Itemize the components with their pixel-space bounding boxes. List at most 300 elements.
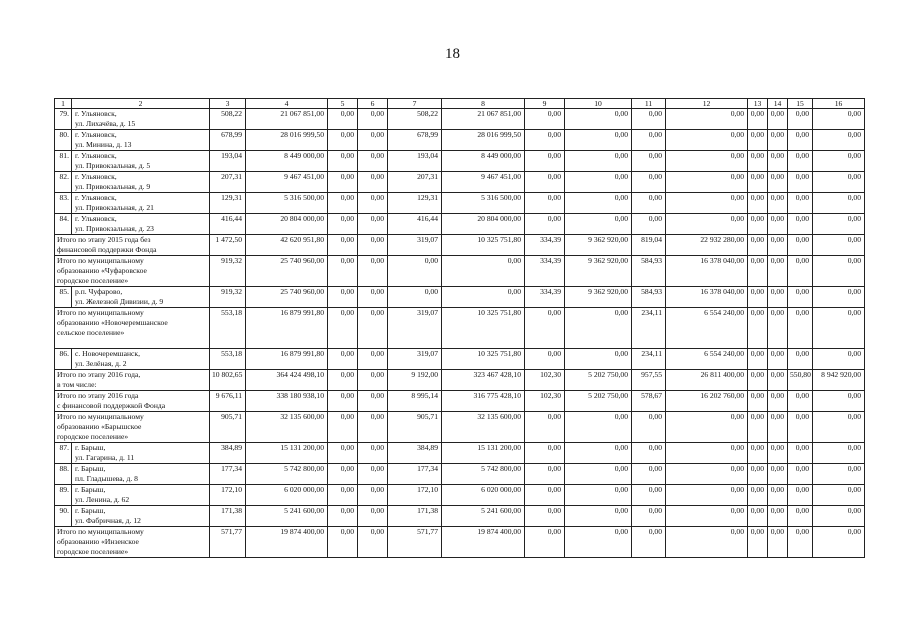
value-cell: 416,44 <box>388 214 442 235</box>
value-cell: 0,00 <box>565 151 632 172</box>
table-row <box>55 172 865 193</box>
column-number-cell: 5 <box>328 99 358 109</box>
row-number: 85. <box>55 287 72 308</box>
column-number-cell: 11 <box>632 99 666 109</box>
value-cell: 0,00 <box>388 256 442 287</box>
value-cell: 0,00 <box>813 527 865 558</box>
value-cell: 0,00 <box>748 256 768 287</box>
column-number-cell: 12 <box>666 99 748 109</box>
value-cell: 0,00 <box>748 151 768 172</box>
value-cell: 384,89 <box>388 443 442 464</box>
value-cell: 0,00 <box>768 287 788 308</box>
value-cell: 0,00 <box>632 109 666 130</box>
value-cell: 0,00 <box>813 506 865 527</box>
value-cell: 0,00 <box>328 485 358 506</box>
address-cell: г. Ульяновск, ул. Лихачёва, д. 15 <box>72 109 210 130</box>
value-cell: 0,00 <box>358 193 388 214</box>
value-cell: 0,00 <box>768 485 788 506</box>
value-cell: 5 241 600,00 <box>246 506 328 527</box>
value-cell: 0,00 <box>328 349 358 370</box>
value-cell: 129,31 <box>210 193 246 214</box>
column-number-cell: 14 <box>768 99 788 109</box>
value-cell: 0,00 <box>358 308 388 349</box>
value-cell: 10 802,65 <box>210 370 246 391</box>
value-cell: 207,31 <box>210 172 246 193</box>
value-cell: 0,00 <box>525 506 565 527</box>
value-cell: 0,00 <box>565 485 632 506</box>
value-cell: 9 192,00 <box>388 370 442 391</box>
value-cell: 0,00 <box>788 214 813 235</box>
value-cell: 0,00 <box>358 287 388 308</box>
value-cell: 0,00 <box>813 235 865 256</box>
address-cell: г. Барыш, пл. Гладышева, д. 8 <box>72 464 210 485</box>
column-number-cell: 16 <box>813 99 865 109</box>
value-cell: 0,00 <box>666 172 748 193</box>
value-cell: 16 879 991,80 <box>246 308 328 349</box>
value-cell: 0,00 <box>666 151 748 172</box>
row-number: 90. <box>55 506 72 527</box>
row-number: 81. <box>55 151 72 172</box>
value-cell: 0,00 <box>788 308 813 349</box>
subtotal-row <box>55 527 865 558</box>
value-cell: 571,77 <box>210 527 246 558</box>
value-cell: 905,71 <box>388 412 442 443</box>
value-cell: 0,00 <box>666 130 748 151</box>
value-cell: 0,00 <box>813 109 865 130</box>
value-cell: 338 180 938,10 <box>246 391 328 412</box>
value-cell: 0,00 <box>565 172 632 193</box>
value-cell: 234,11 <box>632 308 666 349</box>
value-cell: 0,00 <box>748 443 768 464</box>
column-number-cell: 8 <box>442 99 525 109</box>
value-cell: 10 325 751,80 <box>442 235 525 256</box>
value-cell: 8 942 920,00 <box>813 370 865 391</box>
row-number: 86. <box>55 349 72 370</box>
subtotal-label: Итого по этапу 2015 года без финансовой поддержки Фонда <box>55 235 210 256</box>
value-cell: 0,00 <box>525 151 565 172</box>
value-cell: 0,00 <box>632 412 666 443</box>
value-cell: 0,00 <box>788 256 813 287</box>
subtotal-row <box>55 308 865 349</box>
value-cell: 0,00 <box>525 109 565 130</box>
value-cell: 25 740 960,00 <box>246 256 328 287</box>
value-cell: 234,11 <box>632 349 666 370</box>
value-cell: 102,30 <box>525 391 565 412</box>
value-cell: 0,00 <box>525 130 565 151</box>
value-cell: 0,00 <box>328 287 358 308</box>
value-cell: 0,00 <box>788 130 813 151</box>
value-cell: 10 325 751,80 <box>442 308 525 349</box>
value-cell: 0,00 <box>565 349 632 370</box>
value-cell: 9 362 920,00 <box>565 256 632 287</box>
value-cell: 207,31 <box>388 172 442 193</box>
value-cell: 6 554 240,00 <box>666 308 748 349</box>
value-cell: 334,39 <box>525 235 565 256</box>
value-cell: 0,00 <box>768 109 788 130</box>
row-number: 89. <box>55 485 72 506</box>
value-cell: 0,00 <box>768 172 788 193</box>
value-cell: 678,99 <box>210 130 246 151</box>
value-cell: 0,00 <box>565 443 632 464</box>
value-cell: 553,18 <box>210 308 246 349</box>
value-cell: 8 449 000,00 <box>246 151 328 172</box>
value-cell: 129,31 <box>388 193 442 214</box>
value-cell: 8 449 000,00 <box>442 151 525 172</box>
value-cell: 0,00 <box>632 527 666 558</box>
value-cell: 0,00 <box>666 193 748 214</box>
value-cell: 0,00 <box>813 214 865 235</box>
value-cell: 0,00 <box>632 506 666 527</box>
value-cell: 0,00 <box>666 443 748 464</box>
address-cell: г. Ульяновск, ул. Привокзальная, д. 5 <box>72 151 210 172</box>
value-cell: 0,00 <box>813 464 865 485</box>
address-cell: р.п. Чуфарово, ул. Железной Дивизии, д. 9 <box>72 287 210 308</box>
value-cell: 0,00 <box>748 130 768 151</box>
table-row <box>55 443 865 464</box>
value-cell: 0,00 <box>525 172 565 193</box>
value-cell: 0,00 <box>358 172 388 193</box>
column-number-cell: 13 <box>748 99 768 109</box>
value-cell: 21 067 851,00 <box>246 109 328 130</box>
value-cell: 177,34 <box>388 464 442 485</box>
value-cell: 0,00 <box>328 214 358 235</box>
value-cell: 905,71 <box>210 412 246 443</box>
value-cell: 919,32 <box>210 256 246 287</box>
value-cell: 193,04 <box>210 151 246 172</box>
value-cell: 0,00 <box>788 464 813 485</box>
value-cell: 384,89 <box>210 443 246 464</box>
value-cell: 20 804 000,00 <box>442 214 525 235</box>
value-cell: 25 740 960,00 <box>246 287 328 308</box>
value-cell: 16 879 991,80 <box>246 349 328 370</box>
value-cell: 0,00 <box>328 527 358 558</box>
value-cell: 28 016 999,50 <box>442 130 525 151</box>
column-number-cell: 2 <box>72 99 210 109</box>
value-cell: 316 775 428,10 <box>442 391 525 412</box>
value-cell: 0,00 <box>813 287 865 308</box>
value-cell: 16 378 040,00 <box>666 256 748 287</box>
value-cell: 0,00 <box>525 527 565 558</box>
value-cell: 0,00 <box>358 349 388 370</box>
value-cell: 20 804 000,00 <box>246 214 328 235</box>
value-cell: 28 016 999,50 <box>246 130 328 151</box>
value-cell: 0,00 <box>788 527 813 558</box>
value-cell: 0,00 <box>358 443 388 464</box>
value-cell: 0,00 <box>358 214 388 235</box>
value-cell: 0,00 <box>768 391 788 412</box>
value-cell: 9 676,11 <box>210 391 246 412</box>
value-cell: 0,00 <box>813 308 865 349</box>
value-cell: 0,00 <box>813 412 865 443</box>
value-cell: 0,00 <box>565 214 632 235</box>
value-cell: 16 202 760,00 <box>666 391 748 412</box>
subtotal-label: Итого по муниципальному образованию «Новочеремшанское сельское поселение» <box>55 308 210 349</box>
value-cell: 919,32 <box>210 287 246 308</box>
value-cell: 0,00 <box>788 506 813 527</box>
value-cell: 0,00 <box>788 287 813 308</box>
subtotal-label: Итого по муниципальному образованию «Барышское городское поселение» <box>55 412 210 443</box>
column-number-cell: 3 <box>210 99 246 109</box>
subtotal-label: Итого по этапу 2016 года с финансовой поддержкой Фонда <box>55 391 210 412</box>
value-cell: 32 135 600,00 <box>246 412 328 443</box>
value-cell: 0,00 <box>748 109 768 130</box>
page-number: 18 <box>445 46 460 62</box>
table-row <box>55 214 865 235</box>
value-cell: 0,00 <box>813 256 865 287</box>
value-cell: 0,00 <box>788 412 813 443</box>
subtotal-row <box>55 235 865 256</box>
value-cell: 0,00 <box>788 235 813 256</box>
value-cell: 0,00 <box>768 151 788 172</box>
value-cell: 6 020 000,00 <box>246 485 328 506</box>
address-cell: г. Ульяновск, ул. Привокзальная, д. 23 <box>72 214 210 235</box>
value-cell: 508,22 <box>210 109 246 130</box>
value-cell: 364 424 498,10 <box>246 370 328 391</box>
row-number: 88. <box>55 464 72 485</box>
value-cell: 0,00 <box>748 370 768 391</box>
value-cell: 0,00 <box>442 256 525 287</box>
value-cell: 5 316 500,00 <box>442 193 525 214</box>
value-cell: 0,00 <box>748 464 768 485</box>
column-number-cell: 9 <box>525 99 565 109</box>
value-cell: 10 325 751,80 <box>442 349 525 370</box>
value-cell: 0,00 <box>632 485 666 506</box>
column-number-cell: 6 <box>358 99 388 109</box>
table-row <box>55 349 865 370</box>
value-cell: 171,38 <box>388 506 442 527</box>
address-cell: г. Ульяновск, ул. Минина, д. 13 <box>72 130 210 151</box>
value-cell: 0,00 <box>328 443 358 464</box>
value-cell: 319,07 <box>388 235 442 256</box>
value-cell: 0,00 <box>632 172 666 193</box>
value-cell: 0,00 <box>748 527 768 558</box>
value-cell: 5 241 600,00 <box>442 506 525 527</box>
value-cell: 0,00 <box>748 214 768 235</box>
value-cell: 0,00 <box>525 349 565 370</box>
value-cell: 0,00 <box>328 151 358 172</box>
row-number: 83. <box>55 193 72 214</box>
value-cell: 0,00 <box>666 527 748 558</box>
value-cell: 26 811 400,00 <box>666 370 748 391</box>
address-cell: г. Барыш, ул. Ленина, д. 62 <box>72 485 210 506</box>
value-cell: 323 467 428,10 <box>442 370 525 391</box>
value-cell: 0,00 <box>328 391 358 412</box>
value-cell: 0,00 <box>328 464 358 485</box>
value-cell: 553,18 <box>210 349 246 370</box>
value-cell: 0,00 <box>788 485 813 506</box>
address-cell: г. Ульяновск, ул. Привокзальная, д. 21 <box>72 193 210 214</box>
value-cell: 0,00 <box>788 151 813 172</box>
row-number: 87. <box>55 443 72 464</box>
subtotal-label: Итого по муниципальному образованию «Инзенское городское поселение» <box>55 527 210 558</box>
value-cell: 334,39 <box>525 287 565 308</box>
row-number: 80. <box>55 130 72 151</box>
value-cell: 0,00 <box>525 485 565 506</box>
value-cell: 19 874 400,00 <box>442 527 525 558</box>
value-cell: 9 362 920,00 <box>565 287 632 308</box>
value-cell: 0,00 <box>666 485 748 506</box>
value-cell: 5 202 750,00 <box>565 391 632 412</box>
value-cell: 0,00 <box>748 412 768 443</box>
value-cell: 9 362 920,00 <box>565 235 632 256</box>
value-cell: 0,00 <box>525 214 565 235</box>
value-cell: 0,00 <box>788 443 813 464</box>
column-number-cell: 15 <box>788 99 813 109</box>
value-cell: 0,00 <box>748 506 768 527</box>
value-cell: 0,00 <box>358 485 388 506</box>
value-cell: 0,00 <box>768 370 788 391</box>
subtotal-row <box>55 391 865 412</box>
value-cell: 0,00 <box>768 464 788 485</box>
value-cell: 5 202 750,00 <box>565 370 632 391</box>
value-cell: 8 995,14 <box>388 391 442 412</box>
value-cell: 0,00 <box>768 130 788 151</box>
address-cell: г. Ульяновск, ул. Привокзальная, д. 9 <box>72 172 210 193</box>
value-cell: 584,93 <box>632 256 666 287</box>
value-cell: 957,55 <box>632 370 666 391</box>
value-cell: 0,00 <box>666 506 748 527</box>
value-cell: 0,00 <box>525 464 565 485</box>
value-cell: 678,99 <box>388 130 442 151</box>
value-cell: 5 316 500,00 <box>246 193 328 214</box>
value-cell: 15 131 200,00 <box>246 443 328 464</box>
value-cell: 0,00 <box>328 193 358 214</box>
value-cell: 0,00 <box>565 109 632 130</box>
value-cell: 0,00 <box>748 349 768 370</box>
column-number-cell: 4 <box>246 99 328 109</box>
value-cell: 0,00 <box>565 527 632 558</box>
value-cell: 0,00 <box>748 485 768 506</box>
value-cell: 0,00 <box>788 172 813 193</box>
value-cell: 0,00 <box>565 193 632 214</box>
value-cell: 0,00 <box>768 349 788 370</box>
subtotal-label: Итого по муниципальному образованию «Чуфаровское городское поселение» <box>55 256 210 287</box>
value-cell: 0,00 <box>328 235 358 256</box>
value-cell: 1 472,50 <box>210 235 246 256</box>
value-cell: 171,38 <box>210 506 246 527</box>
value-cell: 0,00 <box>768 256 788 287</box>
column-number-cell: 1 <box>55 99 72 109</box>
subtotal-row <box>55 412 865 443</box>
value-cell: 0,00 <box>328 256 358 287</box>
value-cell: 0,00 <box>748 287 768 308</box>
value-cell: 0,00 <box>565 130 632 151</box>
value-cell: 508,22 <box>388 109 442 130</box>
value-cell: 0,00 <box>358 235 388 256</box>
value-cell: 0,00 <box>632 443 666 464</box>
value-cell: 0,00 <box>768 214 788 235</box>
value-cell: 0,00 <box>813 349 865 370</box>
value-cell: 0,00 <box>768 193 788 214</box>
value-cell: 0,00 <box>328 109 358 130</box>
value-cell: 0,00 <box>666 109 748 130</box>
value-cell: 0,00 <box>813 193 865 214</box>
value-cell: 42 620 951,80 <box>246 235 328 256</box>
value-cell: 5 742 800,00 <box>246 464 328 485</box>
value-cell: 0,00 <box>565 308 632 349</box>
data-table <box>54 98 865 558</box>
value-cell: 0,00 <box>632 193 666 214</box>
value-cell: 16 378 040,00 <box>666 287 748 308</box>
value-cell: 193,04 <box>388 151 442 172</box>
row-number: 82. <box>55 172 72 193</box>
value-cell: 0,00 <box>768 412 788 443</box>
value-cell: 172,10 <box>388 485 442 506</box>
subtotal-label: Итого по этапу 2016 года, в том числе: <box>55 370 210 391</box>
value-cell: 0,00 <box>328 506 358 527</box>
column-number-row <box>55 99 865 109</box>
value-cell: 0,00 <box>813 443 865 464</box>
value-cell: 0,00 <box>565 506 632 527</box>
value-cell: 172,10 <box>210 485 246 506</box>
value-cell: 0,00 <box>358 130 388 151</box>
value-cell: 0,00 <box>442 287 525 308</box>
value-cell: 0,00 <box>632 130 666 151</box>
value-cell: 19 874 400,00 <box>246 527 328 558</box>
column-number-cell: 7 <box>388 99 442 109</box>
value-cell: 0,00 <box>813 485 865 506</box>
value-cell: 102,30 <box>525 370 565 391</box>
value-cell: 177,34 <box>210 464 246 485</box>
value-cell: 0,00 <box>328 130 358 151</box>
value-cell: 0,00 <box>748 193 768 214</box>
value-cell: 0,00 <box>748 308 768 349</box>
value-cell: 0,00 <box>768 527 788 558</box>
value-cell: 0,00 <box>565 464 632 485</box>
subtotal-row <box>55 256 865 287</box>
value-cell: 0,00 <box>328 172 358 193</box>
value-cell: 578,67 <box>632 391 666 412</box>
column-number-cell: 10 <box>565 99 632 109</box>
value-cell: 0,00 <box>813 391 865 412</box>
value-cell: 0,00 <box>328 308 358 349</box>
table-row <box>55 464 865 485</box>
value-cell: 0,00 <box>525 193 565 214</box>
value-cell: 0,00 <box>358 370 388 391</box>
value-cell: 0,00 <box>358 151 388 172</box>
value-cell: 0,00 <box>525 308 565 349</box>
value-cell: 0,00 <box>748 235 768 256</box>
value-cell: 0,00 <box>666 412 748 443</box>
value-cell: 334,39 <box>525 256 565 287</box>
subtotal-row <box>55 370 865 391</box>
value-cell: 584,93 <box>632 287 666 308</box>
value-cell: 0,00 <box>388 287 442 308</box>
value-cell: 21 067 851,00 <box>442 109 525 130</box>
value-cell: 0,00 <box>748 391 768 412</box>
value-cell: 0,00 <box>788 193 813 214</box>
value-cell: 6 554 240,00 <box>666 349 748 370</box>
value-cell: 0,00 <box>358 412 388 443</box>
value-cell: 0,00 <box>358 506 388 527</box>
value-cell: 0,00 <box>328 370 358 391</box>
value-cell: 0,00 <box>813 130 865 151</box>
value-cell: 0,00 <box>358 109 388 130</box>
value-cell: 0,00 <box>788 391 813 412</box>
value-cell: 0,00 <box>632 151 666 172</box>
value-cell: 0,00 <box>328 412 358 443</box>
value-cell: 22 932 280,00 <box>666 235 748 256</box>
table-row <box>55 287 865 308</box>
table-row <box>55 130 865 151</box>
value-cell: 0,00 <box>525 412 565 443</box>
value-cell: 15 131 200,00 <box>442 443 525 464</box>
value-cell: 550,80 <box>788 370 813 391</box>
table-row <box>55 485 865 506</box>
value-cell: 0,00 <box>748 172 768 193</box>
value-cell: 0,00 <box>788 109 813 130</box>
value-cell: 0,00 <box>358 464 388 485</box>
